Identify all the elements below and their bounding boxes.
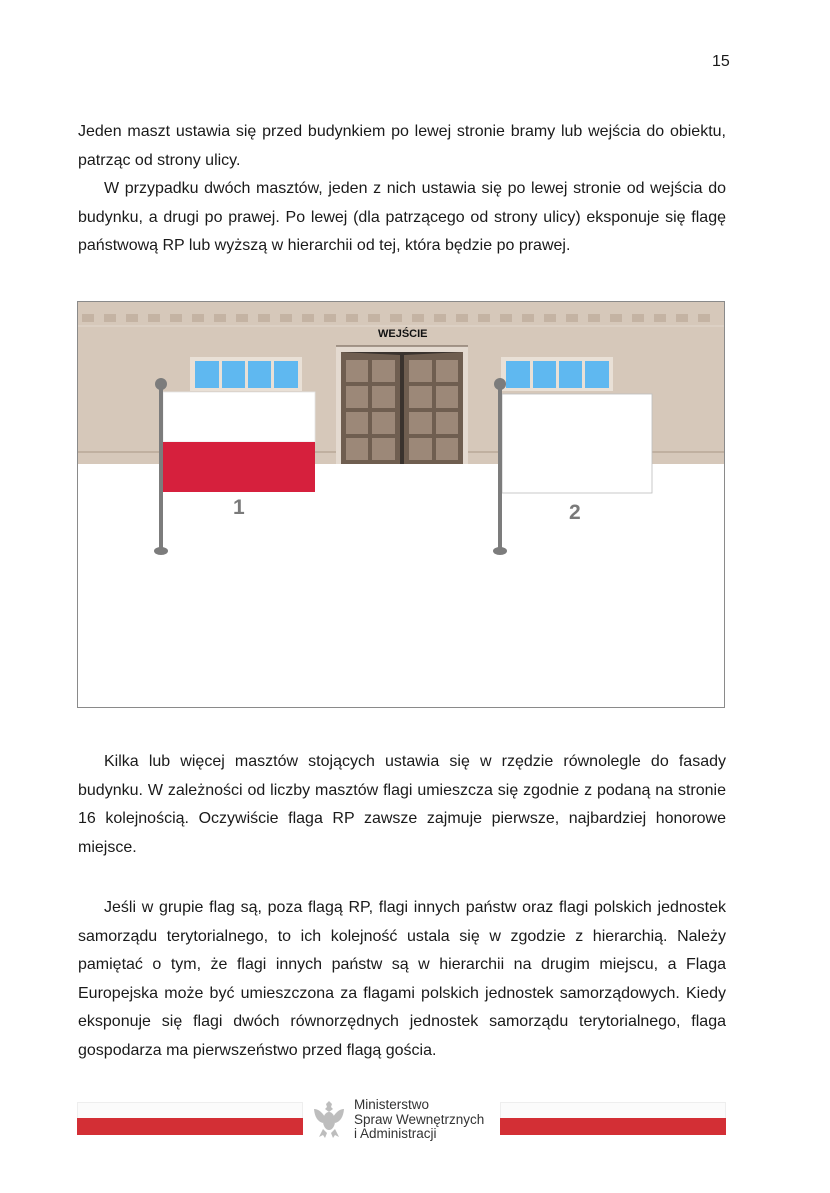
flag-2-number: 2 xyxy=(569,501,581,524)
cornice xyxy=(82,314,710,322)
paragraph-single-mast xyxy=(78,118,726,261)
flag-1-number: 1 xyxy=(233,496,245,519)
footer-flag-bar-right xyxy=(500,1102,726,1135)
paragraph-text: Jeden maszt ustawia się przed budynkiem po lewej stronie bramy lub wejścia do obiektu, patrząc od strony ulicy. xyxy=(78,123,726,169)
ministry-name xyxy=(354,1098,484,1142)
paragraph-text: W przypadku dwóch masztów, jeden z nich ustawia się po lewej stronie od wejścia do budynku, a drugi po prawej. Po lewej (dla patrzącego od strony ulicy) eksponuje się flagę państwową RP lub wyższą w hierarchii od tej, która będzie po prawej. xyxy=(78,180,726,254)
flag-1-polish xyxy=(163,392,315,492)
window-right xyxy=(501,357,613,391)
entrance-label: WEJŚCIE xyxy=(378,328,428,340)
door-right xyxy=(404,352,463,472)
window-left xyxy=(190,357,302,391)
ministry-line: Ministerstwo xyxy=(354,1097,430,1112)
ministry-line: Spraw Wewnętrznych xyxy=(354,1111,485,1127)
building-scene xyxy=(78,302,725,708)
footer xyxy=(77,1097,727,1141)
paragraph-flag-hierarchy: Jeśli w grupie flag są, poza flagą RP, flagi innych państw oraz flagi polskich jednostek samorządu terytorialnego, to ich kolejność ustala się w zgodzie z hierarchią. Należy pamiętać o tym, że flagi innych państw są w hierarchii na drugim miejscu, a Flaga Europejska może być umieszczona za flagami polskich jednostek samorządowych. Kiedy eksponuje się flagi dwóch równorzędnych jednostek samorządu terytorialnego, flaga gospodarza ma pierwszeństwo przed flagą gościa. xyxy=(78,899,726,1059)
paragraph-multiple-masts: Kilka lub więcej masztów stojących ustawia się w rzędzie równolegle do fasady budynku. W zależności od liczby masztów flagi umieszcza się zgodnie z podaną na stronie 16 kolejnością. Oczywiście flaga RP zawsze zajmuje pierwsze, najbardziej honorowe miejsce. xyxy=(78,753,726,856)
ground xyxy=(78,464,725,708)
flag-2-blank xyxy=(502,394,652,493)
polish-eagle-emblem-icon xyxy=(310,1097,348,1141)
flag-placement-illustration xyxy=(77,301,725,708)
page-number: 15 xyxy=(712,53,730,70)
ministry-line: i Administracji xyxy=(354,1126,437,1141)
door-left xyxy=(341,352,400,472)
footer-flag-bar-left xyxy=(77,1102,303,1135)
